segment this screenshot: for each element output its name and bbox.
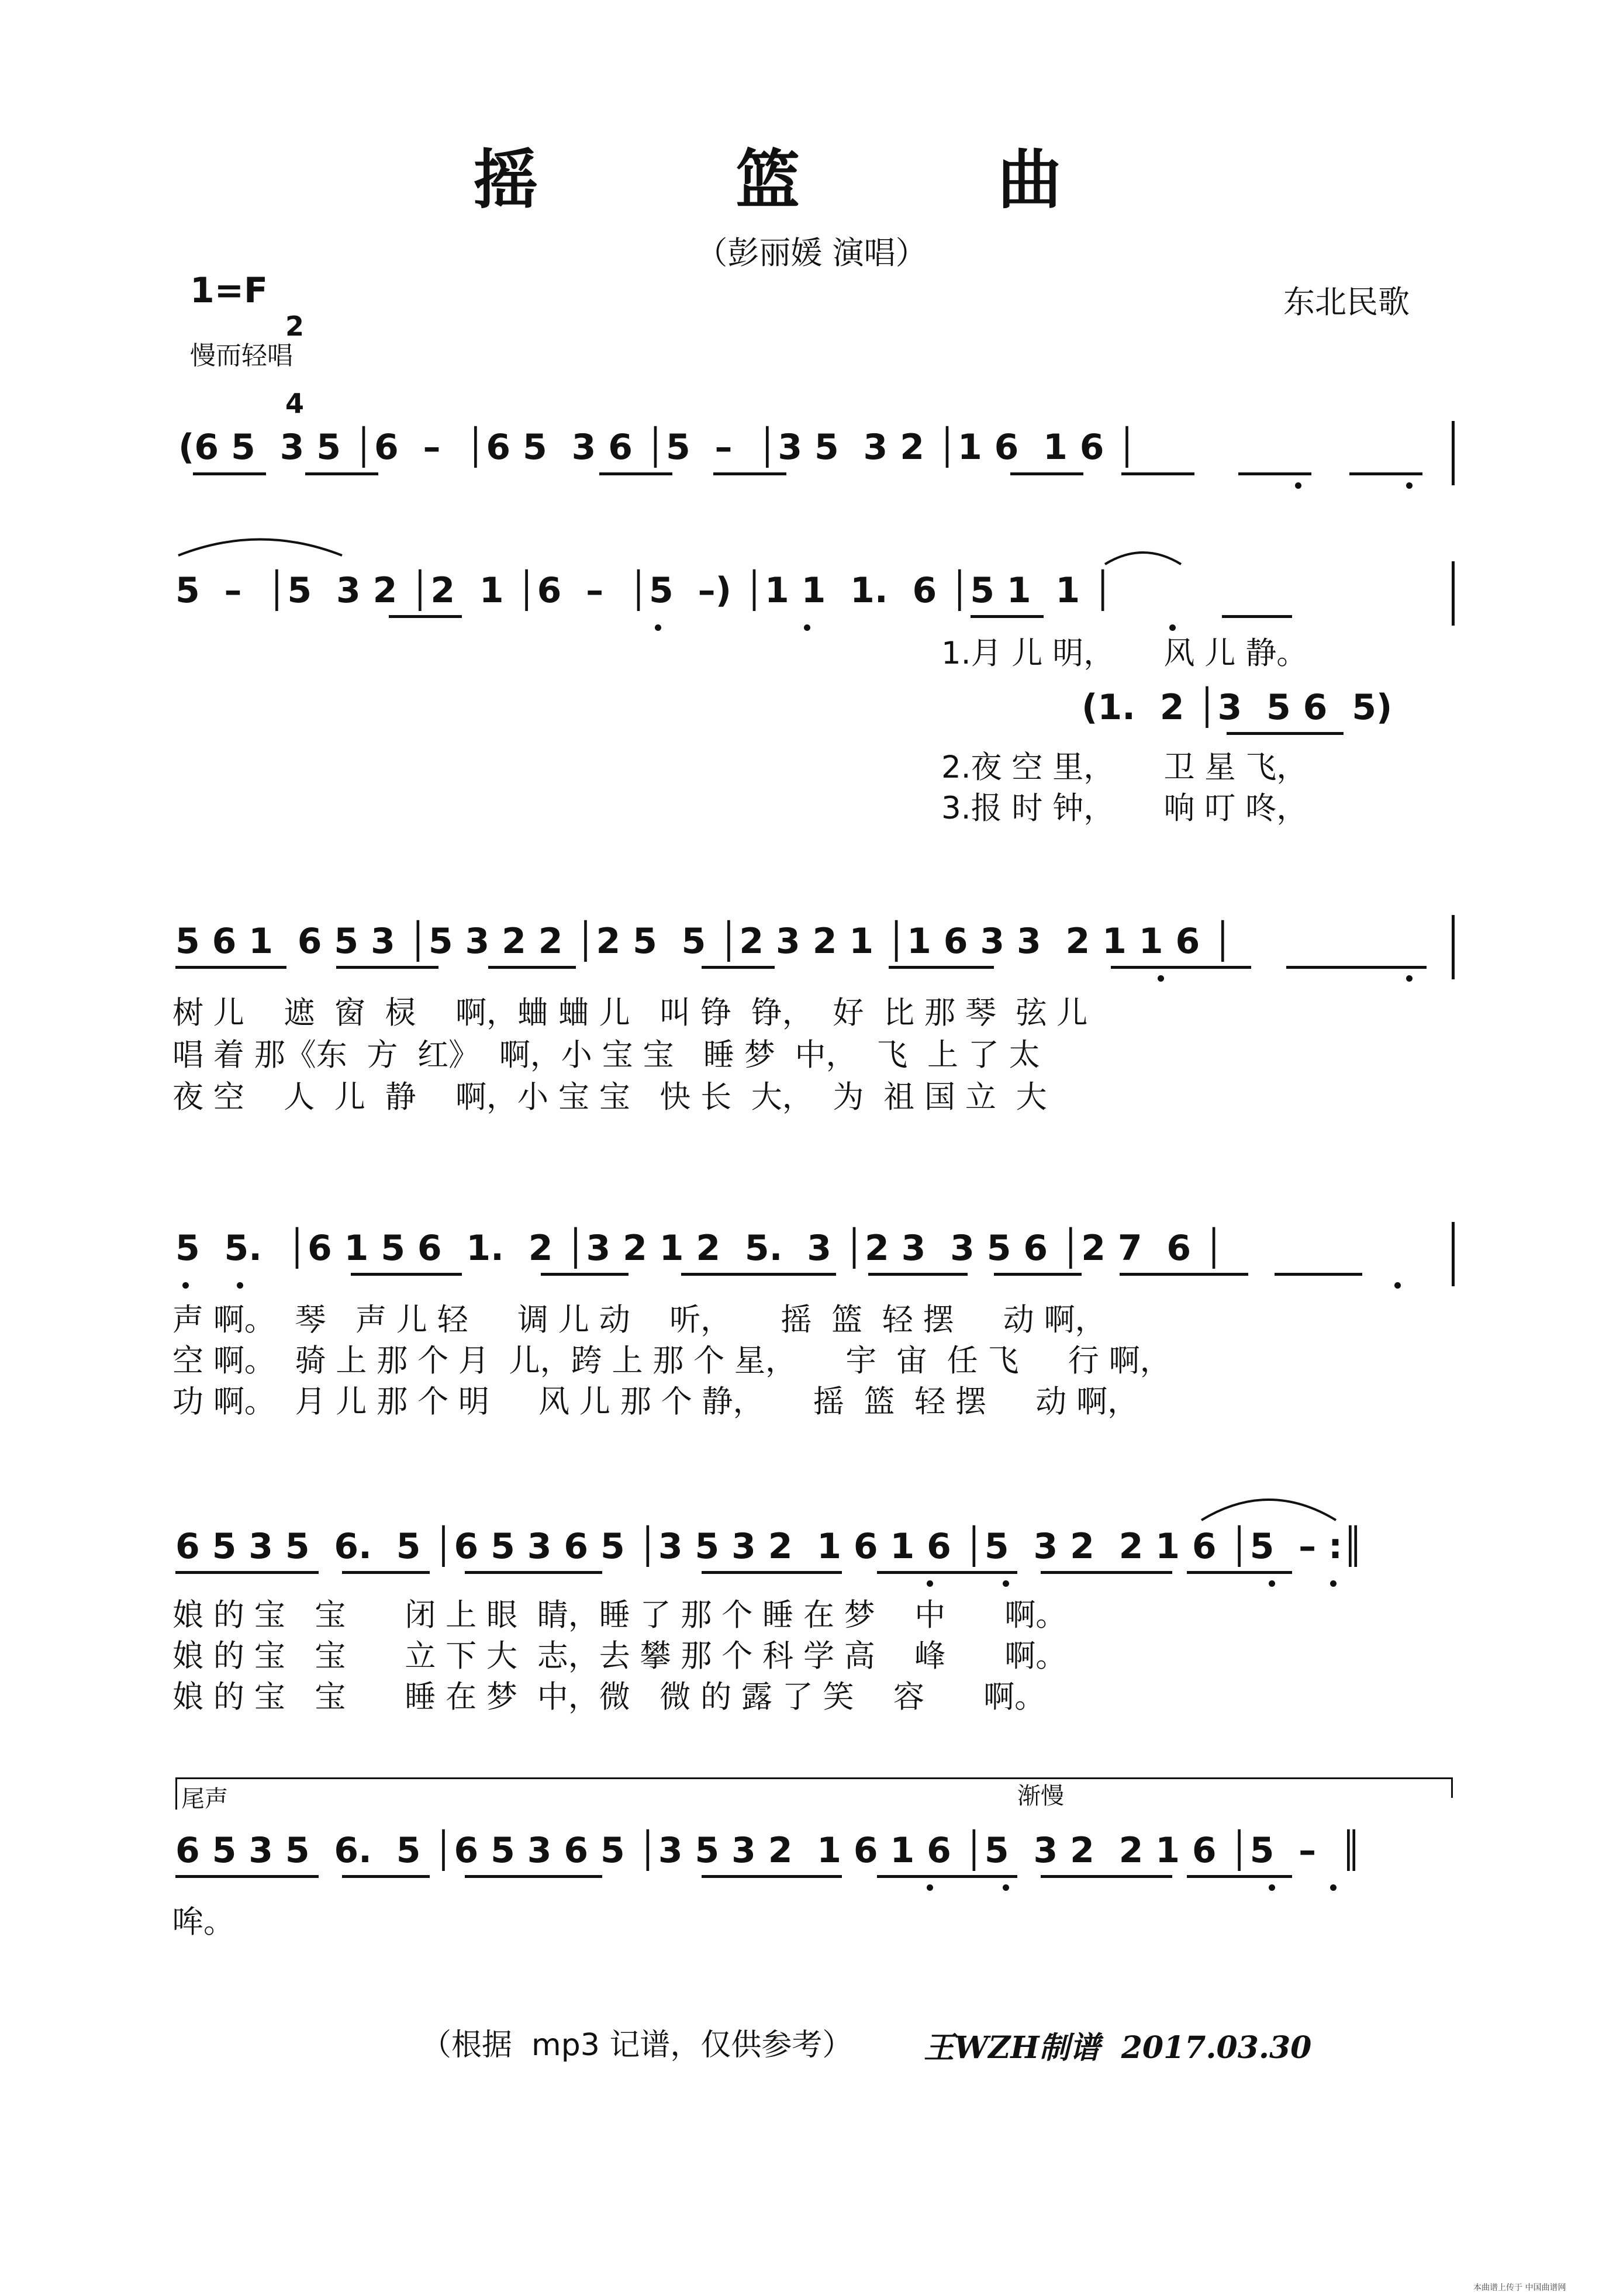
underline <box>1349 472 1422 475</box>
low-octave-dot <box>655 624 661 631</box>
bar-line <box>1452 1222 1455 1286</box>
underline <box>877 1875 1017 1878</box>
row3-lyric-v2: 唱 着 那《东 方 红》 啊，小 宝 宝 睡 梦 中， 飞 上 了 太 <box>172 1037 1040 1073</box>
low-octave-dot <box>1269 1580 1275 1587</box>
tie-slur <box>175 529 345 558</box>
notation-row-1: (6 5 3 5 │6 – │6 5 3 6 │5 – │3 5 3 2 │1 6 1 6 │ <box>178 427 1138 468</box>
underline <box>1041 1571 1172 1574</box>
coda-label: 尾声 <box>181 1786 228 1812</box>
song-origin: 东北民歌 <box>1283 284 1410 320</box>
low-octave-dot <box>1295 482 1301 489</box>
low-octave-dot <box>1406 482 1413 489</box>
underline <box>1222 615 1292 618</box>
underline <box>971 615 1044 618</box>
underline <box>193 472 266 475</box>
meter-top: 2 <box>285 310 305 342</box>
notation-row-6: 6 5 3 5 6. 5 │6 5 3 6 5 │3 5 3 2 1 6 1 6 │5 3 2 2 1 6 │5 – ║ <box>175 1830 1362 1871</box>
underline <box>175 1571 319 1574</box>
underline <box>465 1571 602 1574</box>
ritardando-marking: 渐慢 <box>1017 1783 1064 1810</box>
low-octave-dot <box>804 624 810 631</box>
verse2-intro-lyric: 2.夜 空 里， 卫 星 飞， <box>941 750 1308 785</box>
tie-slur <box>1199 1488 1339 1523</box>
low-octave-dot <box>1158 975 1164 982</box>
coda-bracket <box>175 1777 1453 1779</box>
row4-lyric-v1: 声 啊。 琴 声 儿 轻 调 儿 动 听， 摇 篮 轻 摆 动 啊， <box>172 1302 1106 1338</box>
row4-lyric-v2: 空 啊。 骑 上 那 个 月 儿，跨 上 那 个 星， 宇 宙 任 飞 行 啊， <box>172 1343 1171 1379</box>
underline <box>1227 732 1344 735</box>
low-octave-dot <box>1406 975 1413 982</box>
row4-lyric-v3: 功 啊。 月 儿 那 个 明 风 儿 那 个 静， 摇 篮 轻 摆 动 啊， <box>172 1384 1139 1420</box>
row5-lyric-v3: 娘 的 宝 宝 睡 在 梦 中，微 微 的 露 了 笑 容 啊。 <box>172 1679 1046 1715</box>
low-octave-dot <box>1330 1884 1337 1891</box>
underline <box>868 1273 968 1276</box>
underline <box>1010 472 1083 475</box>
underline <box>175 966 286 969</box>
notation-row-2: 5 – │5 3 2 │2 1 │6 – │5 –) │1 1 1. 6 │5 1 1 │ <box>175 570 1114 611</box>
underline <box>702 1875 842 1878</box>
underline <box>702 1571 842 1574</box>
low-octave-dot <box>1003 1580 1009 1587</box>
underline <box>877 1571 1017 1574</box>
bar-line <box>1452 915 1455 979</box>
coda-bracket-right <box>1451 1777 1453 1798</box>
underline <box>1041 1875 1172 1878</box>
low-octave-dot <box>1269 1884 1275 1891</box>
low-octave-dot <box>1003 1884 1009 1891</box>
key-signature: 1=F <box>190 270 268 311</box>
underline <box>1238 472 1311 475</box>
underline <box>1121 472 1194 475</box>
low-octave-dot <box>182 1282 189 1289</box>
underline <box>305 472 378 475</box>
underline <box>488 966 576 969</box>
verse3-intro-lyric: 3.报 时 钟， 响 叮 咚， <box>941 790 1308 826</box>
underline <box>1111 966 1251 969</box>
tie-slur <box>1102 544 1184 567</box>
song-title: 摇 篮 曲 <box>473 142 1150 217</box>
underline <box>713 472 786 475</box>
underline <box>351 1273 462 1276</box>
underline <box>465 1875 602 1878</box>
underline <box>541 1273 629 1276</box>
verse1-intro-lyric: 1.月 儿 明， 风 儿 静。 <box>941 636 1308 671</box>
notation-row-2b: (1. 2 │3 5 6 5) <box>1082 687 1393 728</box>
underline <box>342 1875 430 1878</box>
underline <box>1286 966 1427 969</box>
row5-lyric-v1: 娘 的 宝 宝 闭 上 眼 睛，睡 了 那 个 睡 在 梦 中 啊。 <box>172 1597 1067 1633</box>
underline <box>175 1875 319 1878</box>
underline <box>681 1273 836 1276</box>
tempo-marking: 慢而轻唱 <box>190 341 293 371</box>
low-octave-dot <box>927 1580 933 1587</box>
performer-credit: （彭丽媛 演唱） <box>696 234 927 271</box>
watermark: 本曲谱上传于 中国曲谱网 <box>1473 2283 1566 2292</box>
coda-lyric: 哞。 <box>172 1904 234 1940</box>
low-octave-dot <box>1394 1282 1401 1289</box>
underline <box>336 966 438 969</box>
transcriber-signature: 王WZH制谱 2017.03.30 <box>924 2030 1312 2066</box>
bar-line <box>1452 561 1455 626</box>
underline <box>702 966 775 969</box>
low-octave-dot <box>1330 1580 1337 1587</box>
notation-row-5: 6 5 3 5 6. 5 │6 5 3 6 5 │3 5 3 2 1 6 1 6 │5 3 2 2 1 6 │5 – :║ <box>175 1526 1364 1567</box>
underline <box>599 472 672 475</box>
underline <box>389 615 462 618</box>
meter-bottom: 4 <box>285 388 305 419</box>
underline <box>889 966 994 969</box>
low-octave-dot <box>237 1282 243 1289</box>
low-octave-dot <box>927 1884 933 1891</box>
row3-lyric-v1: 树 儿 遮 窗 棂 啊，蛐 蛐 儿 叫 铮 铮， 好 比 那 琴 弦 儿 <box>172 995 1088 1031</box>
underline <box>1187 1875 1292 1878</box>
underline <box>1187 1571 1292 1574</box>
row5-lyric-v2: 娘 的 宝 宝 立 下 大 志，去 攀 那 个 科 学 高 峰 啊。 <box>172 1638 1067 1674</box>
bar-line <box>1452 421 1455 485</box>
row3-lyric-v3: 夜 空 人 儿 静 啊，小 宝 宝 快 长 大， 为 祖 国 立 大 <box>172 1079 1047 1115</box>
underline <box>342 1571 430 1574</box>
coda-bracket-left <box>175 1777 177 1810</box>
underline <box>1275 1273 1362 1276</box>
transcription-note: （根据 mp3 记谱，仅供参考） <box>421 2028 853 2063</box>
notation-row-4: 5 5. │6 1 5 6 1. 2 │3 2 1 2 5. 3 │2 3 3 5 6 │2 7 6 │ <box>175 1228 1225 1269</box>
underline <box>994 1273 1082 1276</box>
notation-row-3: 5 6 1 6 5 3 │5 3 2 2 │2 5 5 │2 3 2 1 │1 6 3 3 2 1 1 6 │ <box>175 921 1234 962</box>
underline <box>1120 1273 1248 1276</box>
